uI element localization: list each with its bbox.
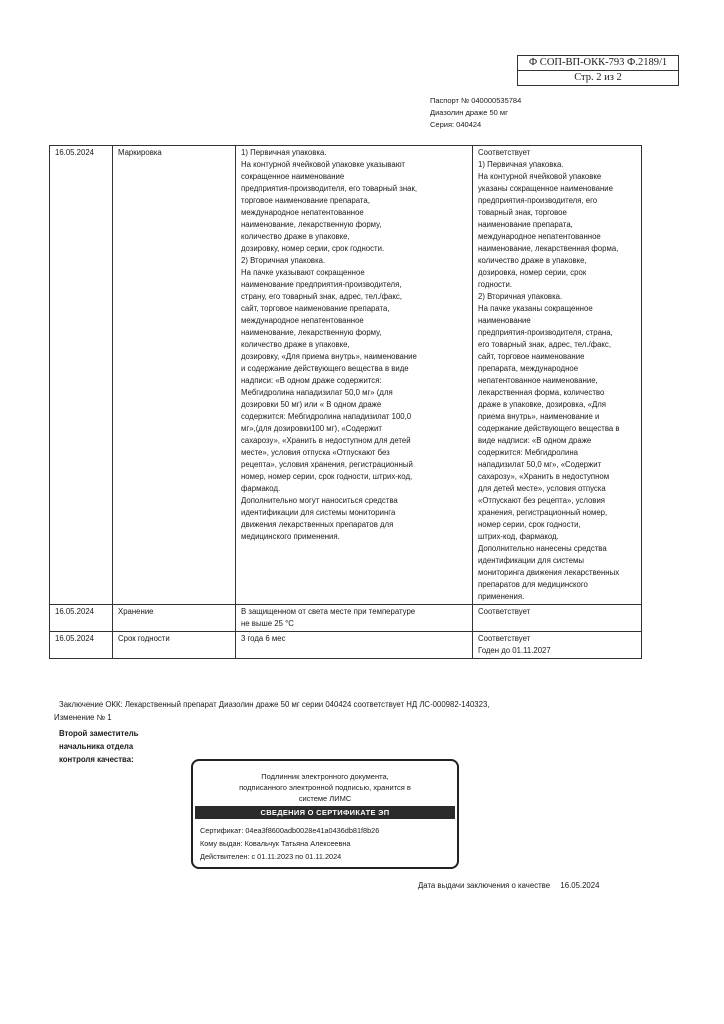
cell-line: 1) Первичная упаковка. [478,160,564,169]
cell-line: идентификации для системы мониторинга [241,508,396,517]
cell-line: торговое наименование препарата, [241,196,370,205]
cell-line: На контурной ячейковой упаковке [478,172,602,181]
cell-line: Годен до 01.11.2027 [478,646,551,655]
cell-line: лекарственная форма, количество [478,388,605,397]
cell-line: 1) Первичная упаковка. [241,148,327,157]
cell-line: товарный знак, торговое [478,208,567,217]
row-requirement [236,632,473,659]
cell-line: сайт, торговое наименование [478,352,585,361]
cell-line: препаратов для медицинского [478,580,588,589]
cell-line: В защищенном от света месте при температуре [241,607,416,616]
cell-line: штрих-код, фармакод. [478,532,559,541]
cell-line: дозировки 50 мг) или « В одном драже [241,400,382,409]
form-code: Ф СОП-ВП-ОКК-793 Ф.2189/1 [528,57,668,68]
cell-line: наименование, лекарственную форму, [241,220,382,229]
issue-date [418,880,599,892]
certificate-number: Сертификат: 04ea3f8600adb0028e41a0436db81f8b26 [200,826,380,835]
cell-line: месте», условия отпуска «Отпускают без [241,448,390,457]
signatory-line: Второй заместитель [59,729,139,738]
cell-line: приема внутрь», наименование и [478,412,600,421]
row-result [473,632,642,659]
row-indicator: Хранение [113,605,236,632]
passport-header [430,95,521,131]
passport-number: Паспорт № 040000535784 [430,96,522,105]
conclusion [54,698,490,724]
row-requirement [236,605,473,632]
cell-line: непатентованное наименование, [478,376,598,385]
cell-line: количество драже в упаковке, [241,340,350,349]
issue-date-label: Дата выдачи заключения о качестве [418,881,551,890]
cell-line: На пачке указаны сокращенное [478,304,593,313]
cell-line: наименование препарата, [478,220,573,229]
series-number: Серия: 040424 [430,120,482,129]
cell-line: годности. [478,280,513,289]
cell-line: движения лекарственных препаратов для [241,520,394,529]
cell-line: предприятия-производителя, его [478,196,598,205]
cell-line: наименование, лекарственная форма, [478,244,619,253]
table-row [50,605,642,632]
cell-line: сайт, торговое наименование препарата, [241,304,390,313]
cell-line: «Отпускают без рецепта», условия [478,496,606,505]
cell-line: мг»,(для дозировки100 мг), «Содержит [241,424,382,433]
cell-line: наименование [478,316,531,325]
cell-line: международное непатентованное [241,316,364,325]
cell-line: Дополнительно могут наноситься средства [241,496,398,505]
conclusion-text: Заключение ОКК: Лекарственный препарат Диазолин драже 50 мг серии 040424 соответствует НД ЛС-000982-140323, [59,700,490,709]
signatory-line: контроля качества: [59,755,134,764]
cell-line: его товарный знак, адрес, тел./факс, [478,340,611,349]
cell-line: сокращенное наименование [241,172,345,181]
cell-line: медицинского применения. [241,532,340,541]
cell-line: 2) Вторичная упаковка. [478,292,563,301]
stamp-certificate-bar: СВЕДЕНИЯ О СЕРТИФИКАТЕ ЭП [195,806,455,819]
cell-line: и содержание действующего вещества в виде [241,364,409,373]
cell-line: номер серии, срок годности, [478,520,581,529]
cell-line: международное непатентованное [241,208,364,217]
cell-line: применения. [478,592,525,601]
cell-line: дозировку, «Для приема внутрь», наименование [241,352,417,361]
table-row [50,632,642,659]
cell-line: Дополнительно нанесены средства [478,544,607,553]
cell-line: надписи: «В одном драже содержится: [241,376,382,385]
cell-line: хранения, регистрационный номер, [478,508,608,517]
cell-line: 3 года 6 мес [241,634,286,643]
cell-line: содержится: Мебгидролина [478,448,578,457]
cell-line: не выше 25 °С [241,619,294,628]
row-result [473,605,642,632]
table-row [50,146,642,605]
stamp-text: подписанного электронной подписью, хранится в [239,783,411,792]
row-requirement [236,146,473,605]
cell-line: дозировку, номер серии, срок годности. [241,244,385,253]
cell-line: рецепта», условия хранения, регистрационный [241,460,413,469]
cell-line: Соответствует [478,634,531,643]
cell-line: виде надписи: «В одном драже [478,436,592,445]
stamp-text: Подлинник электронного документа, [261,772,389,781]
row-indicator: Срок годности [113,632,236,659]
cell-line: На контурной ячейковой упаковке указывают [241,160,405,169]
cell-line: содержание действующего вещества в [478,424,620,433]
cell-line: предприятия-производителя, его товарный знак, [241,184,418,193]
row-date: 16.05.2024 [50,605,113,632]
electronic-signature-stamp [191,759,459,869]
results-table [49,145,642,659]
cell-line: сахарозу», «Хранить в недоступном для детей [241,436,411,445]
cell-line: наименование предприятия-производителя, [241,280,402,289]
issue-date-value: 16.05.2024 [560,881,600,890]
cell-line: дозировка, номер серии, срок [478,268,587,277]
stamp-details [193,819,457,863]
cell-line: предприятия-производителя, страна, [478,328,613,337]
stamp-header [193,761,457,806]
cell-line: наименование, лекарственную форму, [241,328,382,337]
cell-line: драже в упаковке, дозировка, «Для [478,400,607,409]
cell-line: для детей месте», условия отпуска [478,484,606,493]
stamp-text: системе ЛИМС [298,794,352,803]
cell-line: указаны сокращенное наименование [478,184,613,193]
page-number: Стр. 2 из 2 [518,70,678,85]
product-name: Диазолин драже 50 мг [430,108,508,117]
cell-line: препарата, международное [478,364,579,373]
certificate-validity: Действителен: с 01.11.2023 по 01.11.2024 [200,852,342,861]
cell-line: фармакод. [241,484,281,493]
cell-line: Мебгидролина нападизилат 50,0 мг» (для [241,388,393,397]
certificate-owner: Кому выдан: Ковальчук Татьяна Алексеевна [200,839,351,848]
cell-line: международное непатентованное [478,232,601,241]
cell-line: содержится: Мебгидролина нападизилат 100,0 [241,412,412,421]
row-date: 16.05.2024 [50,632,113,659]
cell-line: Соответствует [478,148,531,157]
signatory-line: начальника отдела [59,742,134,751]
row-result [473,146,642,605]
cell-line: идентификации для системы [478,556,584,565]
cell-line: мониторинга движения лекарственных [478,568,620,577]
cell-line: нападизилат 50,0 мг», «Содержит [478,460,602,469]
row-indicator: Маркировка [113,146,236,605]
cell-line: 2) Вторичная упаковка. [241,256,326,265]
conclusion-amendment: Изменение № 1 [54,713,112,722]
cell-line: страну, его товарный знак, адрес, тел./факс, [241,292,402,301]
cell-line: количество драже в упаковке, [478,256,587,265]
signatory-title [59,727,138,766]
cell-line: Соответствует [478,607,531,616]
cell-line: количество драже в упаковке, [241,232,350,241]
row-date: 16.05.2024 [50,146,113,605]
cell-line: номер, номер серии, срок годности, штрих-код, [241,472,413,481]
form-code-box [517,55,679,86]
cell-line: На пачке указывают сокращенное [241,268,365,277]
cell-line: сахарозу», «Хранить в недоступном [478,472,610,481]
